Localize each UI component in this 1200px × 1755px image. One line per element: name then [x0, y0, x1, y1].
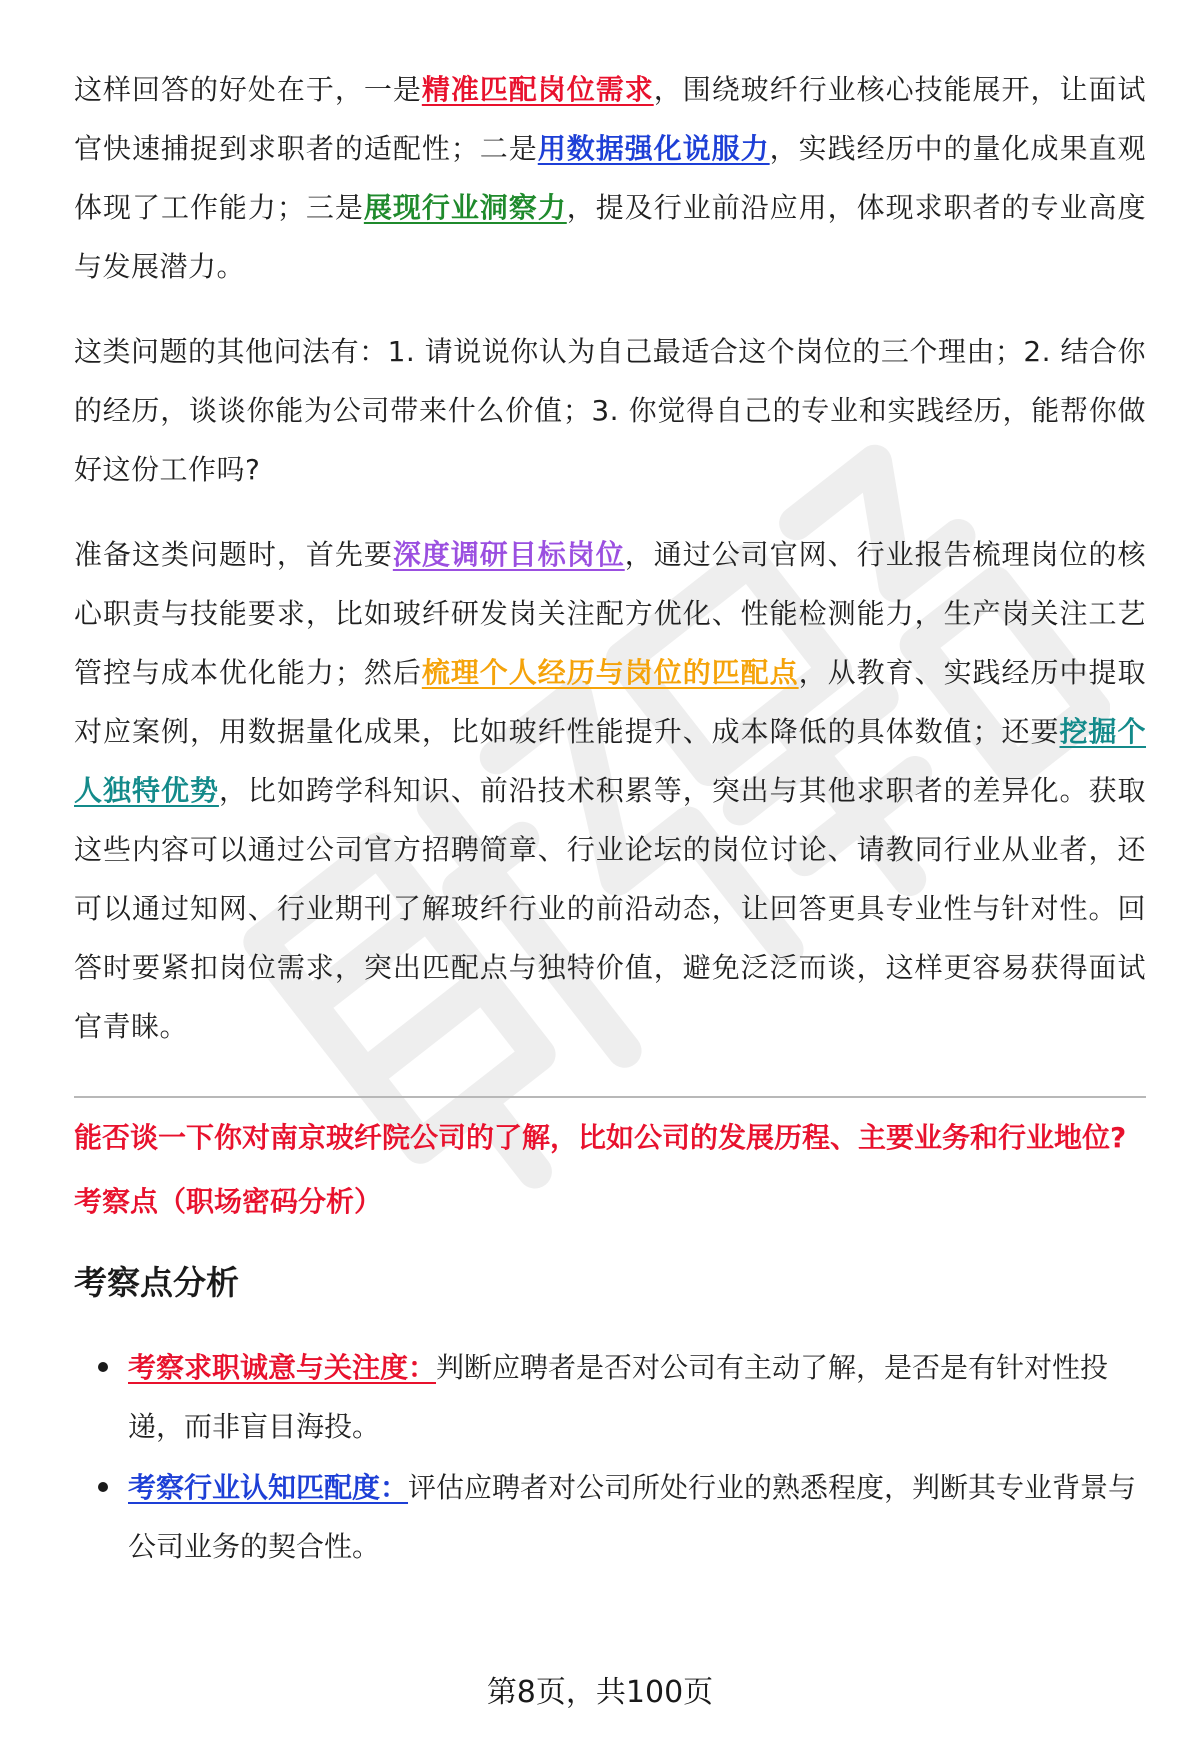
- paragraph-text: ，围绕玻纤行业核心技能展开，让面试官快速捕捉到求职者的适配性；二是: [74, 73, 1146, 165]
- analysis-list: [74, 1338, 1146, 1576]
- bullet-text: 评估应聘者对公司所处行业的熟悉程度，判断其专业背景与公司业务的契合性。: [128, 1471, 1137, 1563]
- main-content: [74, 60, 1146, 1578]
- paragraph-text: ，从教育、实践经历中提取对应案例，用数据量化成果，比如玻纤性能提升、成本降低的具体数值；还要: [74, 656, 1146, 748]
- highlight-phrase: 展现行业洞察力: [363, 191, 567, 224]
- paragraph-text: ，通过公司官网、行业报告梳理岗位的核心职责与技能要求，比如玻纤研发岗关注配方优化、性能检测能力，生产岗关注工艺管控与成本优化能力；然后: [74, 538, 1146, 689]
- paragraph-alternative-questions: [74, 322, 1146, 499]
- bullet-icon: [98, 1362, 108, 1372]
- bullet-label: 考察行业认知匹配度：: [128, 1471, 409, 1504]
- analysis-subheading: 考察点（职场密码分析）: [74, 1185, 383, 1218]
- paragraph-preparation: [74, 525, 1146, 1056]
- section-title: 考察点分析: [74, 1263, 239, 1302]
- page-number: 第8页，共100页: [486, 1675, 714, 1710]
- highlight-phrase: 挖掘个人独特优势: [74, 715, 1146, 807]
- paragraph-text: ，实践经历中的量化成果直观体现了工作能力；三是: [74, 132, 1146, 224]
- paragraph-benefits: [74, 60, 1146, 296]
- list-item: [74, 1458, 1146, 1576]
- highlight-phrase: 梳理个人经历与岗位的匹配点: [421, 656, 799, 689]
- bullet-icon: [98, 1482, 108, 1492]
- paragraph-text: 准备这类问题时，首先要: [74, 538, 393, 571]
- paragraph-text: ，比如跨学科知识、前沿技术积累等，突出与其他求职者的差异化。获取这些内容可以通过公司官方招聘简章、行业论坛的岗位讨论、请教同行业从业者，还可以通过知网、行业期刊了解玻纤行业的前沿动态，让回答更具专业性与针对性。回答时要紧扣岗位需求，突出匹配点与独特价值，避免泛泛而谈，这样更容易获得面试官青睐。: [74, 774, 1146, 1043]
- highlight-phrase: 精准匹配岗位需求: [421, 73, 654, 106]
- list-item: [74, 1338, 1146, 1456]
- paragraph-text: ，提及行业前沿应用，体现求职者的专业高度与发展潜力。: [74, 191, 1146, 283]
- section-divider: [74, 1096, 1146, 1098]
- interview-question: 能否谈一下你对南京玻纤院公司的了解，比如公司的发展历程、主要业务和行业地位?: [74, 1121, 1127, 1154]
- bullet-label: 考察求职诚意与关注度：: [128, 1351, 437, 1384]
- paragraph-text: 这类问题的其他问法有：1. 请说说你认为自己最适合这个岗位的三个理由；2. 结合你的经历，谈谈你能为公司带来什么价值；3. 你觉得自己的专业和实践经历，能帮你做好这份工作吗?: [74, 335, 1146, 486]
- highlight-phrase: 用数据强化说服力: [537, 132, 770, 165]
- paragraph-text: 这样回答的好处在于，一是: [74, 73, 422, 106]
- highlight-phrase: 深度调研目标岗位: [392, 538, 625, 571]
- bullet-text: 判断应聘者是否对公司有主动了解，是否是有针对性投递，而非盲目海投。: [128, 1351, 1109, 1443]
